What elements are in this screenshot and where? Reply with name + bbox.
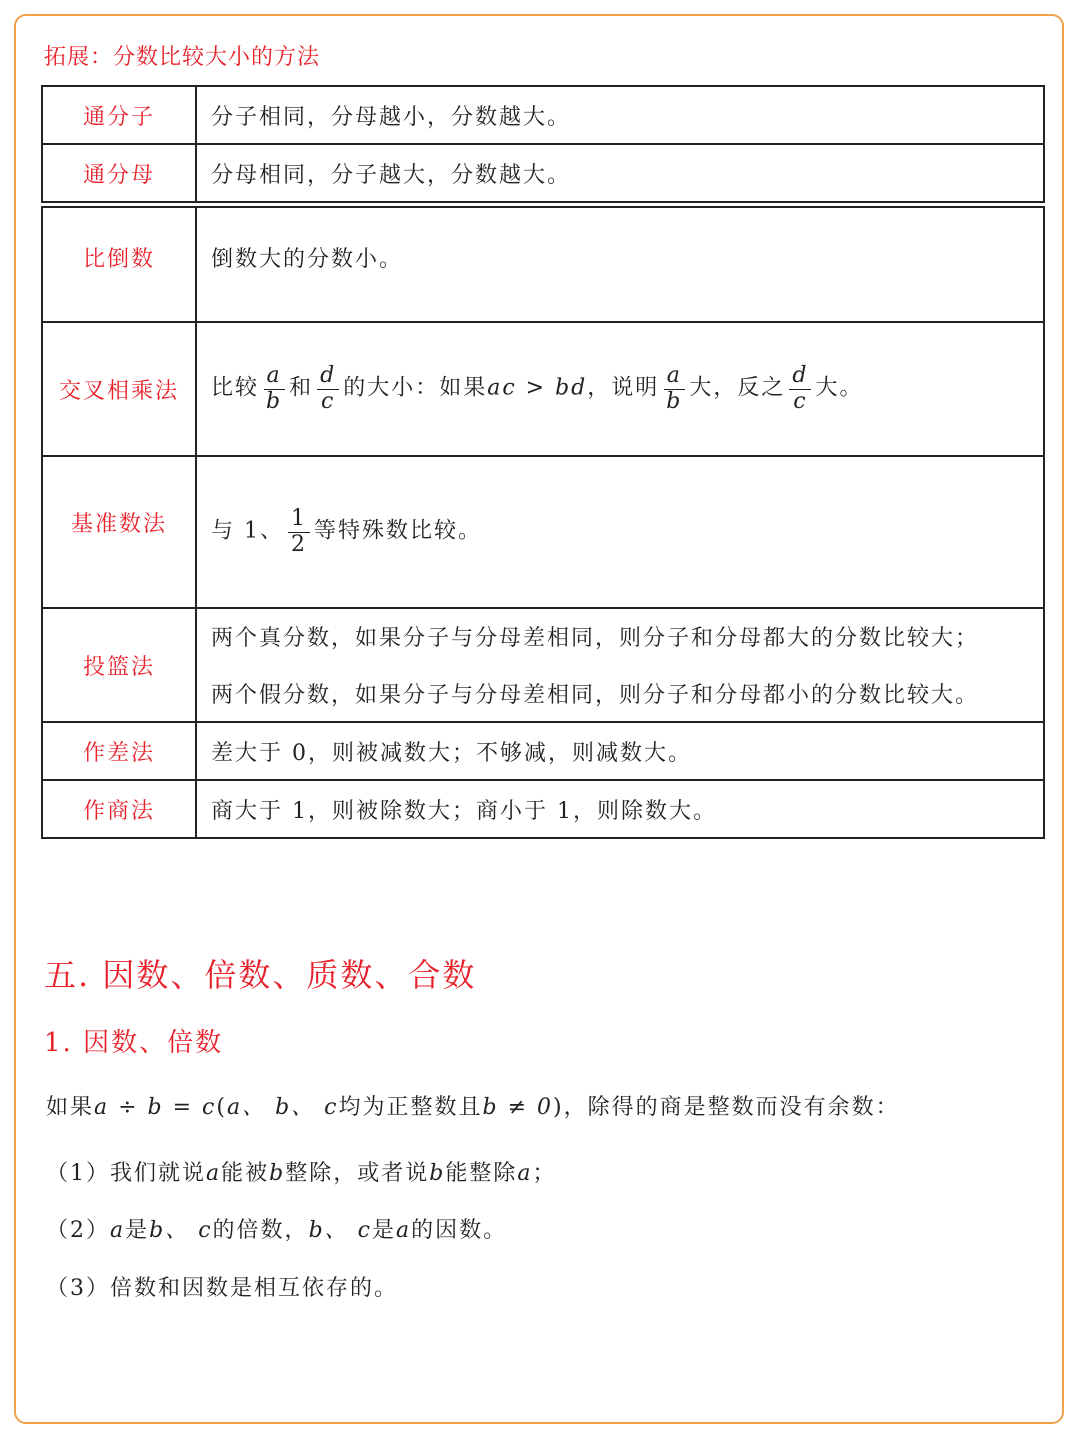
expansion-title: 拓展：分数比较大小的方法: [44, 45, 321, 70]
table-row: [42, 322, 1044, 456]
method-desc: 商大于 1，则被除数大；商小于 1，则除数大。: [196, 780, 1044, 838]
method-name: 通分母: [42, 144, 196, 202]
method-name: 比倒数: [42, 207, 196, 322]
table-row: [42, 608, 1044, 722]
table-row: [42, 144, 1044, 202]
methods-table-top: [41, 85, 1045, 203]
method-desc: 差大于 0，则被减数大；不够减，则减数大。: [196, 722, 1044, 780]
fraction: $\frac{d}{c}$: [789, 364, 811, 413]
section-title: 五. 因数、倍数、质数、合数: [44, 956, 477, 994]
table-row: [42, 86, 1044, 144]
method-desc: 与 1、 $\frac{1}{2}$ 等特殊数比较。: [196, 456, 1044, 608]
method-desc: [196, 608, 1044, 722]
methods-table-bottom: [41, 206, 1045, 839]
fraction: $\frac{a}{b}$: [263, 364, 285, 413]
desc-line: 两个真分数，如果分子与分母差相同，则分子和分母都大的分数比较大；: [211, 626, 980, 651]
list-item: （3）倍数和因数是相互依存的。: [46, 1276, 398, 1301]
method-desc: 分子相同，分母越小，分数越大。: [196, 86, 1044, 144]
fraction: $\frac{a}{b}$: [663, 364, 685, 413]
definition-paragraph: 如果a ÷ b = c(a、 b、 c均为正整数且b ≠ 0)，除得的商是整数而没有余数：: [46, 1095, 900, 1120]
method-desc: 倒数大的分数小。: [196, 207, 1044, 322]
fraction: $\frac{d}{c}$: [317, 364, 339, 413]
desc-line: 两个假分数，如果分子与分母差相同，则分子和分母都小的分数比较大。: [211, 683, 980, 708]
table-row: [42, 722, 1044, 780]
list-item: （2）a是b、 c的倍数，b、 c是a的因数。: [46, 1218, 508, 1243]
method-desc: 比较 $\frac{a}{b}$ 和 $\frac{d}{c}$ 的大小：如果ac > bd，说明 $\frac{a}{b}$ 大，反之 $\frac{d}{c}$ 大。: [196, 322, 1044, 456]
method-name: 交叉相乘法: [42, 322, 196, 456]
method-desc: 分母相同，分子越大，分数越大。: [196, 144, 1044, 202]
list-item: （1）我们就说a能被b整除，或者说b能整除a；: [46, 1161, 557, 1186]
table-row: [42, 780, 1044, 838]
table-row: [42, 207, 1044, 322]
method-name: 作商法: [42, 780, 196, 838]
method-name: 通分子: [42, 86, 196, 144]
method-name: 投篮法: [42, 608, 196, 722]
method-name: 作差法: [42, 722, 196, 780]
table-row: [42, 456, 1044, 608]
method-name: 基准数法: [42, 456, 196, 608]
subsection-title: 1. 因数、倍数: [44, 1028, 224, 1058]
fraction: $\frac{1}{2}$: [288, 507, 310, 556]
